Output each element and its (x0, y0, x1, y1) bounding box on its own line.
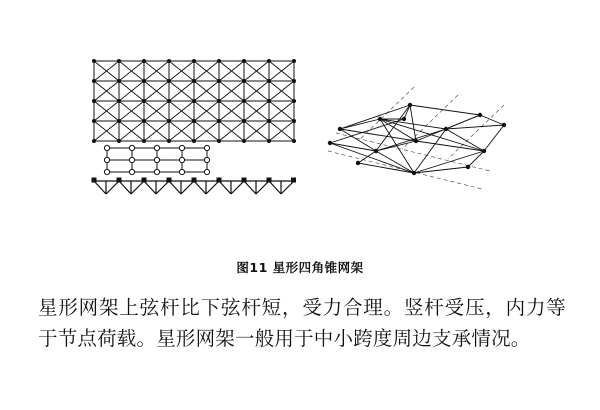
plan-view-star-pyramid-truss (88, 55, 303, 195)
figure-caption: 图11 星形四角锥网架 (236, 260, 364, 275)
plan-view-svg (88, 55, 303, 195)
perspective-view-svg (318, 85, 518, 195)
perspective-view-star-pyramid-truss (318, 85, 518, 195)
body-paragraph: 星形网架上弦杆比下弦杆短，受力合理。竖杆受压，内力等于节点荷载。星形网架一般用于中小跨度周边支承情况。 (38, 295, 566, 350)
figure-area (0, 30, 600, 275)
